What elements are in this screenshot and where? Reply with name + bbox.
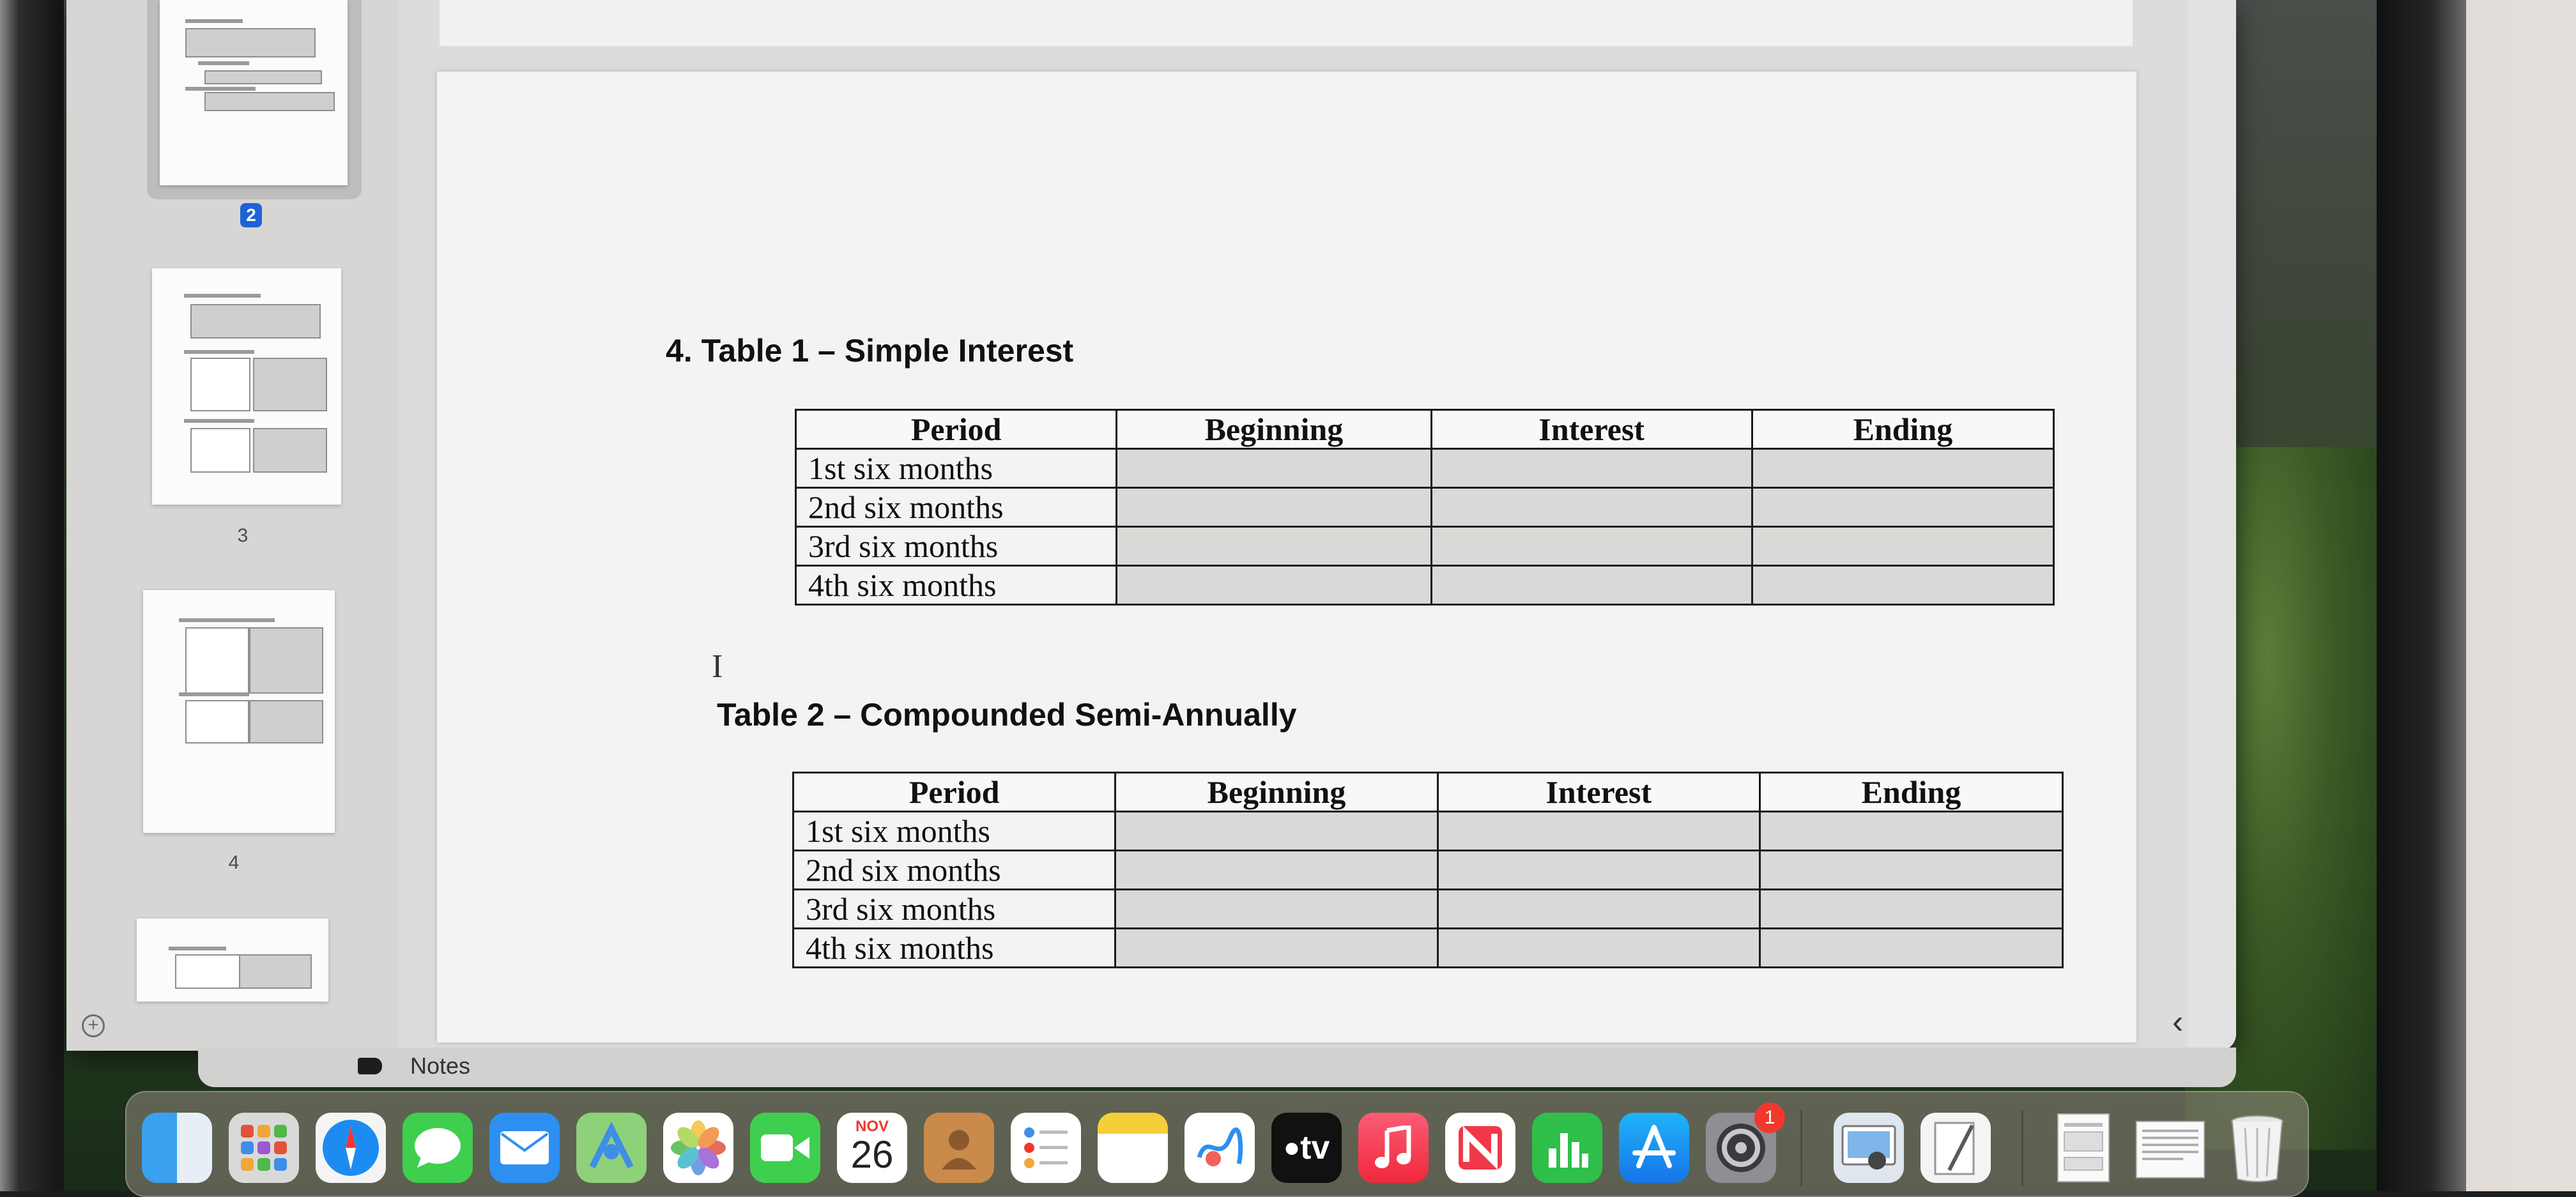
notes-label[interactable]: Notes xyxy=(410,1053,471,1079)
table-row xyxy=(793,890,2063,929)
apple-tv-icon[interactable]: ● tv xyxy=(1271,1113,1342,1183)
input-cell[interactable] xyxy=(1752,488,2053,527)
reminders-icon[interactable] xyxy=(1011,1113,1081,1183)
page-thumbnail-3[interactable] xyxy=(152,268,341,505)
column-header: Period xyxy=(793,773,1116,812)
textedit-icon[interactable] xyxy=(1920,1113,1991,1183)
page-thumbnail-5[interactable] xyxy=(137,919,328,1002)
column-header: Interest xyxy=(1431,410,1752,449)
table1-heading: 4. Table 1 – Simple Interest xyxy=(666,333,1074,369)
text-cursor-icon: I xyxy=(712,648,723,685)
calendar-icon[interactable] xyxy=(837,1113,907,1183)
table2 xyxy=(792,772,2064,968)
table-header-row xyxy=(796,410,2054,449)
dock-separator xyxy=(2021,1110,2023,1187)
table-row xyxy=(793,851,2063,890)
notes-icon[interactable] xyxy=(1098,1113,1168,1183)
input-cell[interactable] xyxy=(1117,566,1431,605)
column-header: Interest xyxy=(1438,773,1759,812)
page-thumbnail-2[interactable] xyxy=(160,0,348,185)
input-cell[interactable] xyxy=(1116,851,1438,890)
table-row xyxy=(796,566,2054,605)
laptop-bezel-edge xyxy=(2377,0,2466,1191)
preview-icon[interactable] xyxy=(1834,1113,1904,1183)
column-header: Ending xyxy=(1759,773,2062,812)
input-cell[interactable] xyxy=(1759,851,2062,890)
input-cell[interactable] xyxy=(1752,449,2053,488)
input-cell[interactable] xyxy=(1759,929,2062,968)
app-store-icon[interactable] xyxy=(1619,1113,1689,1183)
input-cell[interactable] xyxy=(1759,890,2062,929)
dock-separator xyxy=(1800,1110,1802,1187)
launchpad-icon[interactable] xyxy=(229,1113,299,1183)
news-icon[interactable] xyxy=(1445,1113,1515,1183)
input-cell[interactable] xyxy=(1431,566,1752,605)
document-icon[interactable] xyxy=(2135,1113,2205,1183)
tv-label: tv xyxy=(1300,1129,1330,1166)
calendar-day: 26 xyxy=(850,1133,894,1176)
table-header-row xyxy=(793,773,2063,812)
page-number-3[interactable]: 3 xyxy=(237,525,249,546)
column-header: Period xyxy=(796,410,1117,449)
notification-badge: 1 xyxy=(1754,1102,1785,1133)
period-cell: 1st six months xyxy=(793,812,1116,851)
freeform-icon[interactable] xyxy=(1184,1113,1255,1183)
finder-icon[interactable] xyxy=(142,1113,212,1183)
period-cell: 3rd six months xyxy=(793,890,1116,929)
safari-icon[interactable] xyxy=(316,1113,386,1183)
input-cell[interactable] xyxy=(1752,566,2053,605)
input-cell[interactable] xyxy=(1116,929,1438,968)
table-row xyxy=(796,488,2054,527)
period-cell: 2nd six months xyxy=(796,488,1117,527)
column-header: Ending xyxy=(1752,410,2053,449)
input-cell[interactable] xyxy=(1117,527,1431,566)
input-cell[interactable] xyxy=(1438,812,1759,851)
contacts-icon[interactable] xyxy=(924,1113,994,1183)
page-thumbnail-4[interactable] xyxy=(143,590,335,833)
table-row xyxy=(796,449,2054,488)
input-cell[interactable] xyxy=(1759,812,2062,851)
period-cell: 4th six months xyxy=(793,929,1116,968)
input-cell[interactable] xyxy=(1438,851,1759,890)
column-header: Beginning xyxy=(1117,410,1431,449)
table1 xyxy=(795,409,2055,606)
trash-icon[interactable] xyxy=(2222,1113,2292,1183)
facetime-icon[interactable] xyxy=(750,1113,820,1183)
table-row xyxy=(793,929,2063,968)
input-cell[interactable] xyxy=(1438,890,1759,929)
notes-bar[interactable] xyxy=(198,1048,2236,1087)
table-row xyxy=(793,812,2063,851)
table-row xyxy=(796,527,2054,566)
period-cell: 3rd six months xyxy=(796,527,1117,566)
numbers-icon[interactable] xyxy=(1532,1113,1602,1183)
input-cell[interactable] xyxy=(1752,527,2053,566)
input-cell[interactable] xyxy=(1431,527,1752,566)
messages-icon[interactable] xyxy=(402,1113,473,1183)
period-cell: 1st six months xyxy=(796,449,1117,488)
music-icon[interactable] xyxy=(1358,1113,1429,1183)
page-number-2[interactable]: 2 xyxy=(240,203,262,227)
tag-icon xyxy=(358,1058,382,1074)
period-cell: 2nd six months xyxy=(793,851,1116,890)
input-cell[interactable] xyxy=(1117,488,1431,527)
table2-heading: Table 2 – Compounded Semi-Annually xyxy=(717,697,1297,733)
column-header: Beginning xyxy=(1116,773,1438,812)
maps-icon[interactable] xyxy=(576,1113,647,1183)
input-cell[interactable] xyxy=(1116,812,1438,851)
input-cell[interactable] xyxy=(1431,488,1752,527)
input-cell[interactable] xyxy=(1117,449,1431,488)
period-cell: 4th six months xyxy=(796,566,1117,605)
input-cell[interactable] xyxy=(1116,890,1438,929)
document-icon[interactable] xyxy=(2048,1113,2119,1183)
page-number-4[interactable]: 4 xyxy=(228,852,240,873)
chevron-left-icon[interactable]: ‹ xyxy=(2172,1003,2184,1041)
add-page-icon[interactable]: + xyxy=(82,1014,105,1037)
photos-icon[interactable] xyxy=(663,1113,733,1183)
previous-page xyxy=(440,0,2133,46)
mail-icon[interactable] xyxy=(489,1113,560,1183)
input-cell[interactable] xyxy=(1438,929,1759,968)
calendar-month: NOV xyxy=(855,1118,889,1135)
input-cell[interactable] xyxy=(1431,449,1752,488)
